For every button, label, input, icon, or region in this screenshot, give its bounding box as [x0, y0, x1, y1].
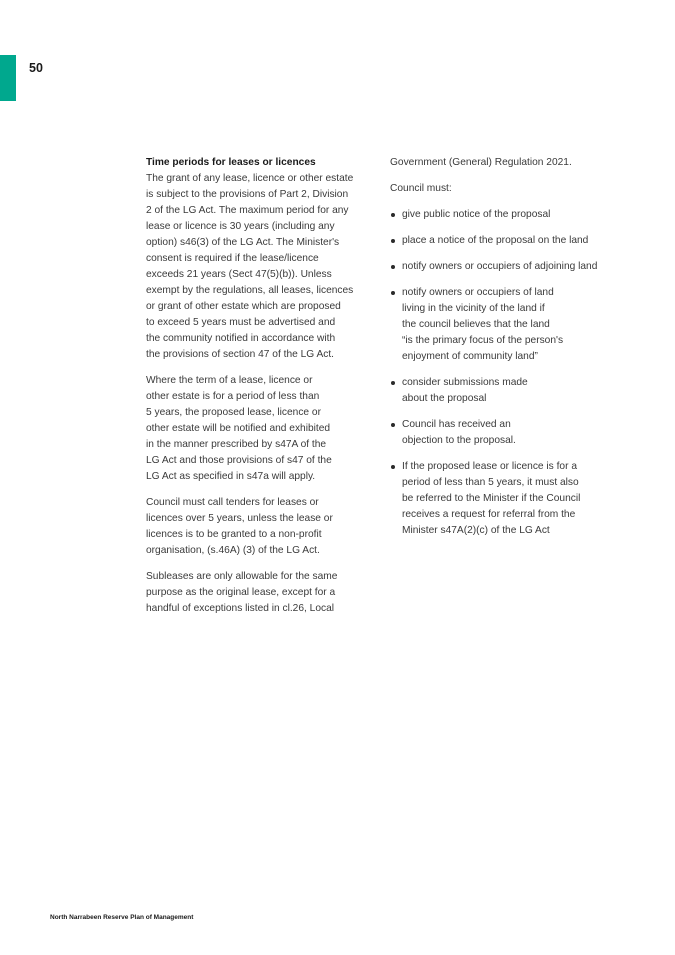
list-item-text: give public notice of the proposal — [402, 209, 551, 220]
paragraph: Subleases are only allowable for the same purpose as the original lease, except for a handful of exceptions listed in cl.26, Local — [146, 571, 338, 614]
right-column — [390, 155, 620, 549]
page-accent-bar — [0, 55, 16, 101]
bullet-icon — [391, 265, 395, 269]
section-heading: Time periods for leases or licences — [146, 157, 316, 168]
list-item — [390, 375, 620, 407]
list-item-text: consider submissions made about the proposal — [402, 377, 528, 404]
page-number: 50 — [29, 61, 43, 75]
bullet-icon — [391, 381, 395, 385]
paragraph: Where the term of a lease, licence or other estate is for a period of less than 5 years, the proposed lease, licence or other estate will be notified and exhibited in the manner prescribed by s47A of the LG Act and those provisions of s47 of the LG Act as specified in s47a will apply. — [146, 375, 332, 482]
list-item-text: notify owners or occupiers of land living in the vicinity of the land if the council believes that the land “is the primary focus of the person's enjoyment of community land” — [402, 287, 564, 362]
left-column — [146, 155, 372, 627]
paragraph: The grant of any lease, licence or other estate is subject to the provisions of Part 2, Division 2 of the LG Act. The maximum period for any lease or licence is 30 years (including any option) s46(3) of the LG Act. The Minister's consent is required if the lease/licence exceeds 21 years (Sect 47(5)(b)). Unless exempt by the regulations, all leases, licences or grant of other estate which are proposed to exceed 5 years must be advertised and the community notified in accordance with the provisions of section 47 of the LG Act. — [146, 173, 354, 360]
council-requirements-list — [390, 207, 620, 539]
list-item — [390, 285, 620, 365]
bullet-icon — [391, 213, 395, 217]
bullet-icon — [391, 291, 395, 295]
list-item-text: notify owners or occupiers of adjoining land — [402, 261, 598, 272]
list-item — [390, 417, 620, 449]
bullet-icon — [391, 239, 395, 243]
paragraph: Government (General) Regulation 2021. — [390, 157, 572, 168]
list-item — [390, 259, 620, 275]
bullet-icon — [391, 423, 395, 427]
list-item-text: If the proposed lease or licence is for a period of less than 5 years, it must also be referred to the Minister if the Council receives a request for referral from the Minister s47A(2)(c) of the LG Act — [402, 461, 581, 536]
list-item-text: place a notice of the proposal on the land — [402, 235, 589, 246]
list-item-text: Council has received an objection to the proposal. — [402, 419, 516, 446]
list-item — [390, 207, 620, 223]
paragraph: Council must call tenders for leases or licences over 5 years, unless the lease or licences is to be granted to a non-profit organisation, (s.46A) (3) of the LG Act. — [146, 497, 333, 556]
paragraph: Council must: — [390, 183, 452, 194]
document-footer: North Narrabeen Reserve Plan of Management — [50, 914, 194, 921]
list-item — [390, 233, 620, 249]
list-item — [390, 459, 620, 539]
bullet-icon — [391, 465, 395, 469]
